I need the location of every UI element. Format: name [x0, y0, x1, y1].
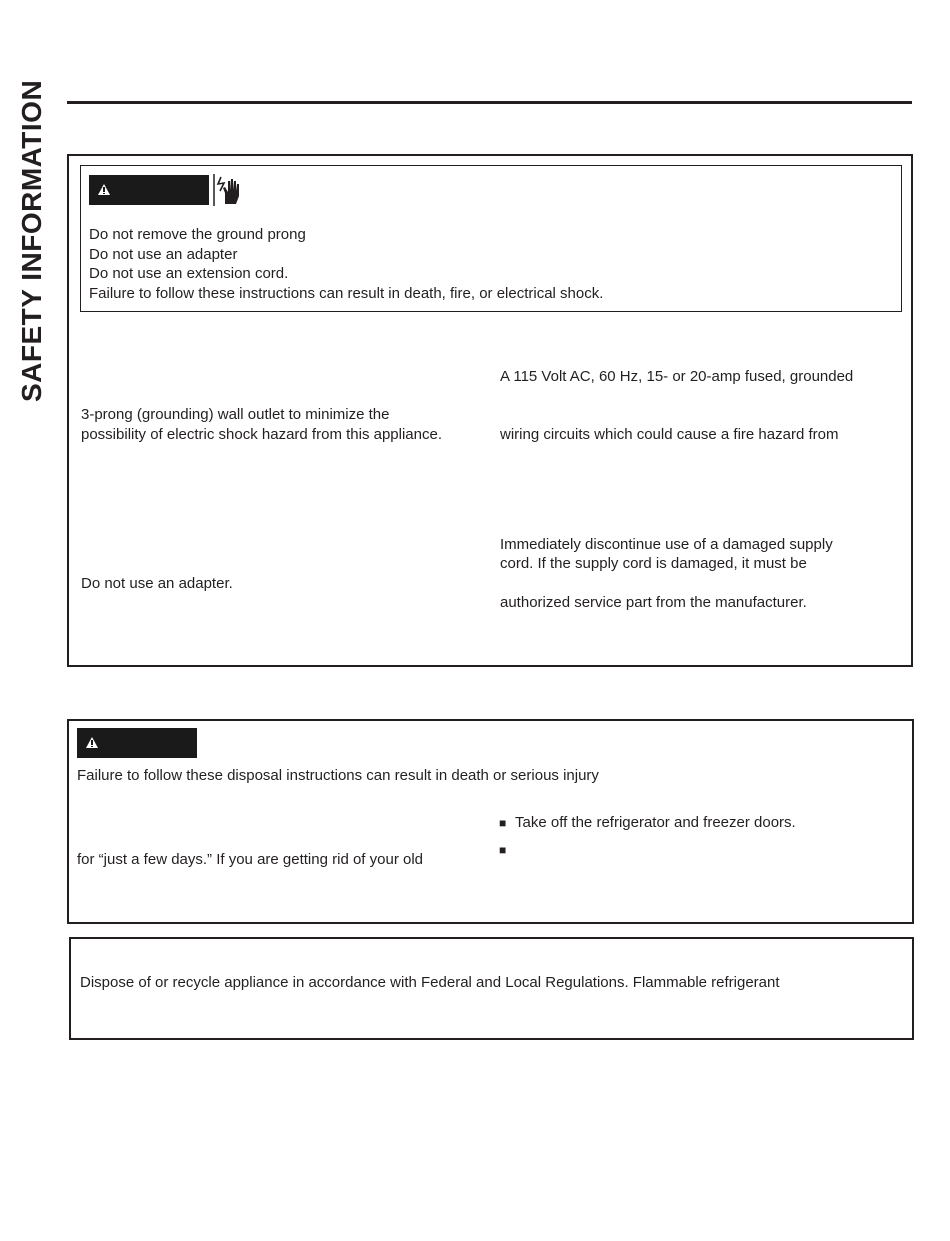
shock-warning-line: Do not use an adapter [89, 246, 238, 263]
bullet-marker: ■ [499, 816, 507, 830]
bullet-marker: ■ [499, 843, 507, 857]
side-section-title-text: SAFETY INFORMATION [16, 79, 47, 402]
shock-warning-line: Do not remove the ground prong [89, 226, 306, 243]
electrical-shock-hand-icon [212, 174, 244, 206]
adapter-text: Do not use an adapter. [81, 575, 233, 592]
top-divider [67, 101, 912, 104]
wiring-text: wiring circuits which could cause a fire hazard from [500, 426, 839, 443]
shock-warning-line: Do not use an extension cord. [89, 265, 289, 282]
disposal-left-text: for “just a few days.” If you are getting rid of your old [77, 851, 423, 868]
supply-requirement-text: A 115 Volt AC, 60 Hz, 15- or 20-amp fused, grounded [500, 368, 854, 385]
outlet-text: 3-prong (grounding) wall outlet to minimize the [81, 406, 390, 423]
warning-badge [77, 728, 197, 758]
warning-badge [89, 175, 209, 205]
shock-warning-line: Failure to follow these instructions can result in death, fire, or electrical shock. [89, 285, 604, 302]
bullet-item: Take off the refrigerator and freezer doors. [515, 814, 796, 831]
side-section-title [12, 40, 52, 410]
damaged-cord-text: cord. If the supply cord is damaged, it must be [500, 555, 807, 572]
outlet-text: possibility of electric shock hazard from this appliance. [81, 426, 442, 443]
service-part-text: authorized service part from the manufacturer. [500, 594, 807, 611]
recycle-text: Dispose of or recycle appliance in accordance with Federal and Local Regulations. Flammable refrigerant [80, 974, 780, 991]
damaged-cord-text: Immediately discontinue use of a damaged supply [500, 536, 833, 553]
disposal-warning-intro: Failure to follow these disposal instructions can result in death or serious injury [77, 767, 599, 784]
